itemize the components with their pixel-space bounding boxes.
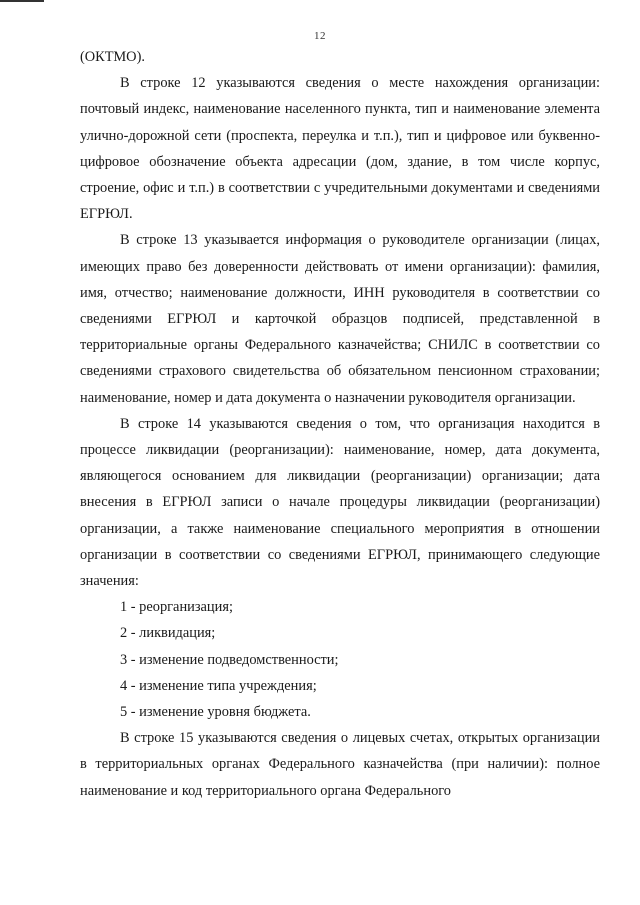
list-item-liquidation: 2 - ликвидация; xyxy=(120,625,216,642)
paragraph-oktmo: (ОКТМО). xyxy=(80,49,145,65)
paragraph-line-14: В строке 14 указываются сведения о том, что организация находится в процессе ликвидации (реорганизации): наименование, номер, дата документа, являющегося основанием для ликвидации (реорганизации) организации; дата внесения в ЕГРЮЛ записи о начале процедуры ликвидации (реорганизации) организации, а также наименование специального мероприятия в отношении организации в соответствии со сведениями ЕГРЮЛ, принимающего следующие значения: xyxy=(80,415,600,590)
paragraph-line-13: В строке 13 указывается информация о руководителе организации (лицах, имеющих право без доверенности действовать от имени организации): фамилия, имя, отчество; наименование должности, ИНН руководителя в соответствии со сведениями ЕГРЮЛ и карточкой образцов подписей, представленной в территориальные органы Федерального казначейства; СНИЛС в соответствии со сведениями страхового свидетельства об обязательном пенсионном страховании; наименование, номер и дата документа о назначении руководителя организации. xyxy=(80,232,600,406)
list-item-institution-type-change: 4 - изменение типа учреждения; xyxy=(120,677,317,694)
list-item-reorganization: 1 - реорганизация; xyxy=(120,599,233,616)
paragraph-line-12: В строке 12 указываются сведения о месте нахождения организации: почтовый индекс, наименование населенного пункта, тип и наименование элемента улично-дорожной сети (проспекта, переулка и т.п.), тип и цифровое или буквенно-цифровое обозначение объекта адресации (дом, здание, в том числе корпус, строение, офис и т.п.) в соответствии с учредительными документами и сведениями ЕГРЮЛ. xyxy=(80,75,600,223)
list-item-subordination-change: 3 - изменение подведомственности; xyxy=(120,651,339,668)
page-number: 12 xyxy=(314,30,326,42)
corner-mark xyxy=(0,0,44,2)
list-item-budget-level-change: 5 - изменение уровня бюджета. xyxy=(120,704,311,721)
paragraph-line-15: В строке 15 указываются сведения о лицевых счетах, открытых организации в территориальных органах Федерального казначейства (при наличии): полное наименование и код территориального органа Федерального xyxy=(80,730,600,799)
document-body xyxy=(80,44,600,804)
